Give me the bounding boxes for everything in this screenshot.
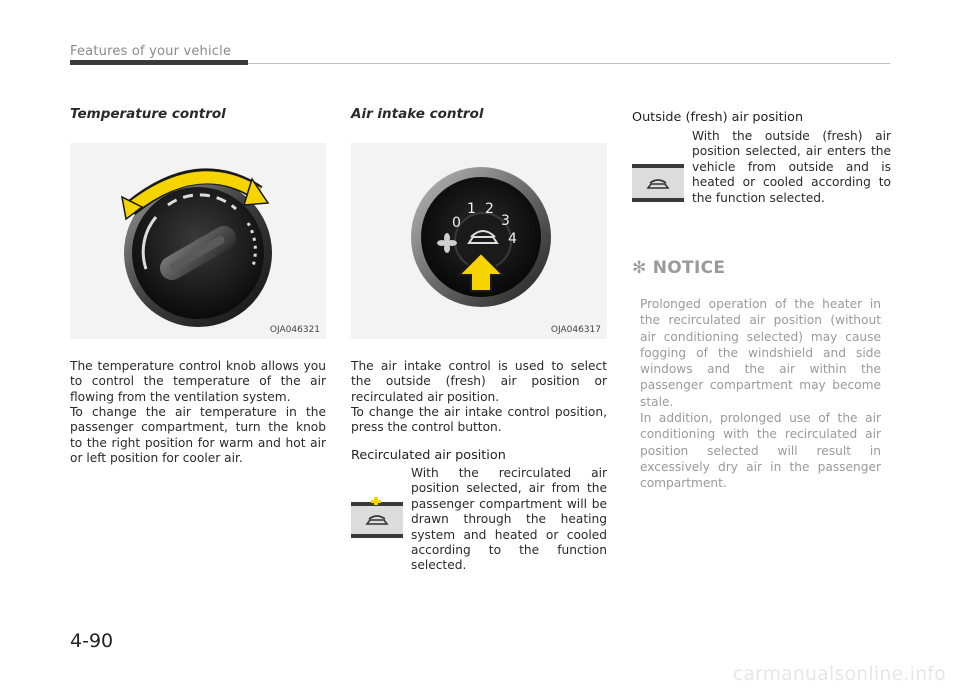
temperature-control-title: Temperature control xyxy=(70,106,226,122)
notice-paragraph-2: In addition, prolonged use of the air conditioning with the recirculated air position selected will result in excessively dry air in the passenger compartment. xyxy=(640,411,881,491)
knob-number-1: 1 xyxy=(467,201,476,217)
air-intake-paragraph-2: To change the air intake control position, press the control button. xyxy=(351,405,607,435)
air-intake-knob-figure xyxy=(351,143,607,339)
watermark: carmanualsonline.info xyxy=(732,664,946,685)
outside-air-heading: Outside (fresh) air position xyxy=(632,110,804,125)
notice-text xyxy=(640,296,881,492)
notice-icon: ✻ xyxy=(632,258,647,278)
notice-label: NOTICE xyxy=(652,258,726,278)
air-intake-paragraph-1: The air intake control is used to select the outside (fresh) air position or recirculated air position. xyxy=(351,359,607,404)
knob-number-3: 3 xyxy=(501,213,510,229)
knob-number-0: 0 xyxy=(452,215,461,231)
outside-air-button-icon xyxy=(632,161,684,203)
recirculation-button-icon xyxy=(351,497,403,539)
air-intake-knob-illustration xyxy=(351,143,607,339)
running-header: Features of your vehicle xyxy=(70,44,232,59)
notice-paragraph-1: Prolonged operation of the heater in the recirculated air position (without air conditioning selected) may cause fogging of the windshield and side windows and the air within the passenger compartment may become stale. xyxy=(640,297,881,409)
recirculated-paragraph: With the recirculated air position selected, air from the passenger compartment will be drawn through the heating system and heated or cooled according to the function selected. xyxy=(411,466,607,573)
figure-code: OJA046321 xyxy=(269,325,320,335)
knob-number-2: 2 xyxy=(485,201,494,217)
notice-title xyxy=(632,258,725,278)
temperature-knob-illustration xyxy=(70,143,326,339)
page-number: 4-90 xyxy=(70,630,114,652)
air-intake-control-title: Air intake control xyxy=(351,106,484,122)
temperature-knob-figure xyxy=(70,143,326,339)
recirculated-heading: Recirculated air position xyxy=(351,448,506,463)
temperature-paragraph-2: To change the air temperature in the passenger compartment, turn the knob to the right position for warm and hot air or left position for cooler air. xyxy=(70,405,326,466)
outside-air-paragraph: With the outside (fresh) air position selected, air enters the vehicle from outside and is heated or cooled according to the function selected. xyxy=(692,129,891,205)
knob-number-4: 4 xyxy=(508,231,517,247)
header-bar xyxy=(70,60,248,65)
figure-code: OJA046317 xyxy=(550,325,601,335)
temperature-paragraph-1: The temperature control knob allows you to control the temperature of the air flowing from the ventilation system. xyxy=(70,359,326,404)
header-rule xyxy=(248,63,890,64)
